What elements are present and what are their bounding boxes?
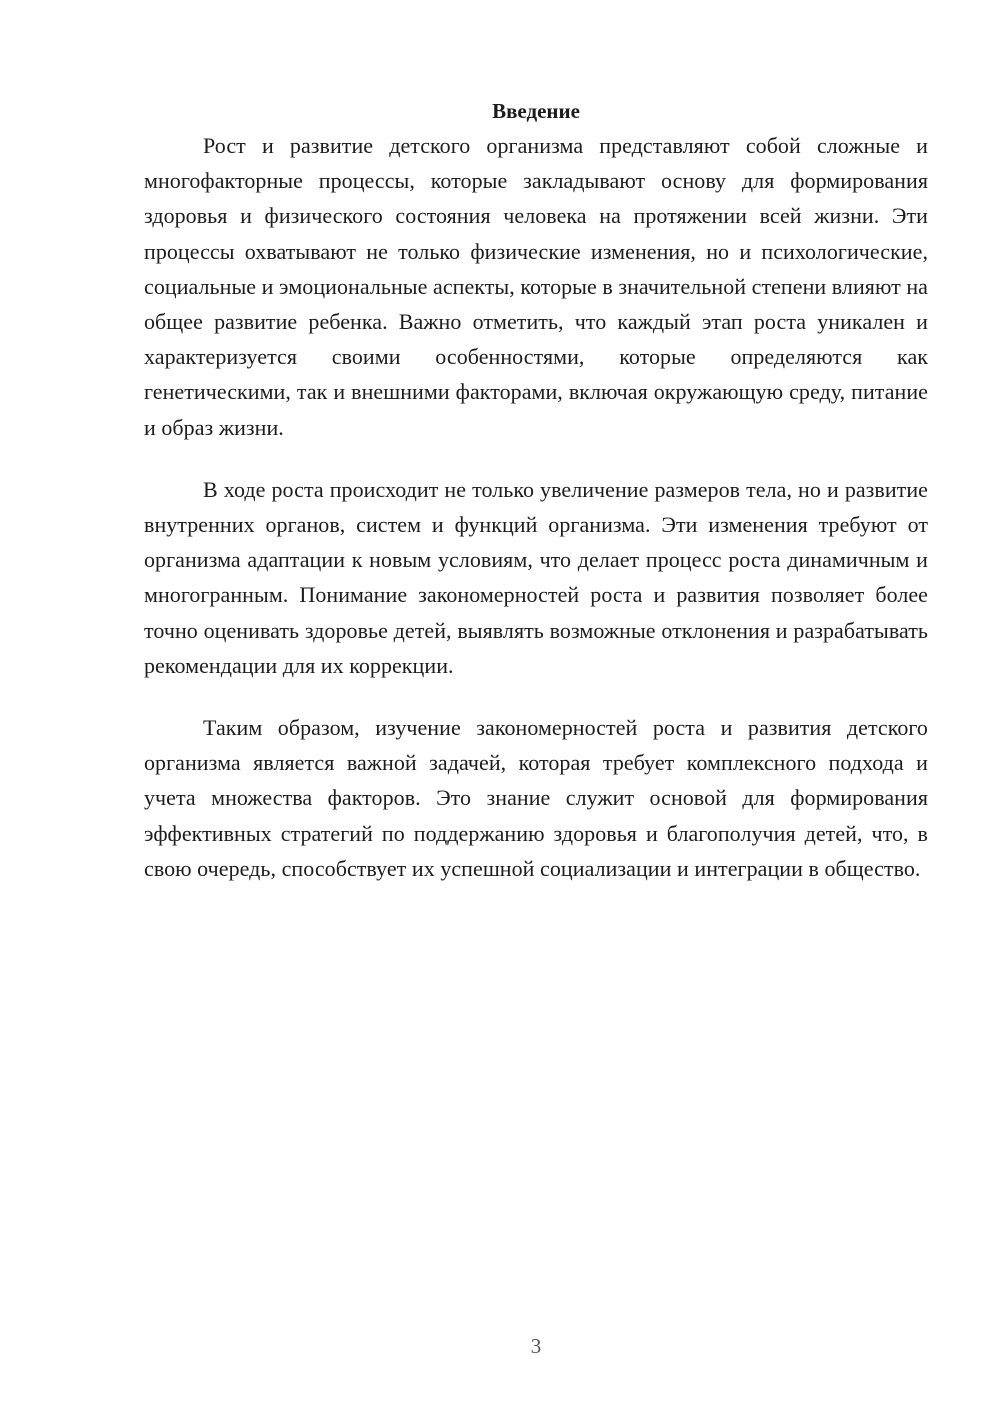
section-title: Введение — [492, 99, 580, 123]
paragraph-2: В ходе роста происходит не только увеличение размеров тела, но и развитие внутренних органов, систем и функций организма. Эти изменения требуют от организма адаптации к новым условиям, что делает процесс роста динамичным и многогранным. Понимание закономерностей роста и развития позволяет более точно оценивать здоровье детей, выявлять возможные отклонения и разрабатывать рекомендации для их коррекции. — [144, 476, 928, 678]
paragraph-1: Рост и развитие детского организма представляют собой сложные и многофакторные процессы, которые закладывают основу для формирования здоровья и физического состояния человека на протяжении всей жизни. Эти процессы охватывают не только физические изменения, но и психологические, социальные и эмоциональные аспекты, которые в значительной степени влияют на общее развитие ребенка. Важно отметить, что каждый этап роста уникален и характеризуется своими особенностями, которые определяются как генетическими, так и внешними факторами, включая окружающую среду, питание и образ жизни. — [144, 133, 928, 440]
page-number: 3 — [530, 1334, 542, 1358]
page-content — [144, 94, 928, 886]
paragraph-3: Таким образом, изучение закономерностей роста и развития детского организма является важной задачей, которая требует комплексного подхода и учета множества факторов. Это знание служит основой для формирования эффективных стратегий по поддержанию здоровья и благополучия детей, что, в свою очередь, способствует их успешной социализации и интеграции в общество. — [144, 715, 928, 881]
